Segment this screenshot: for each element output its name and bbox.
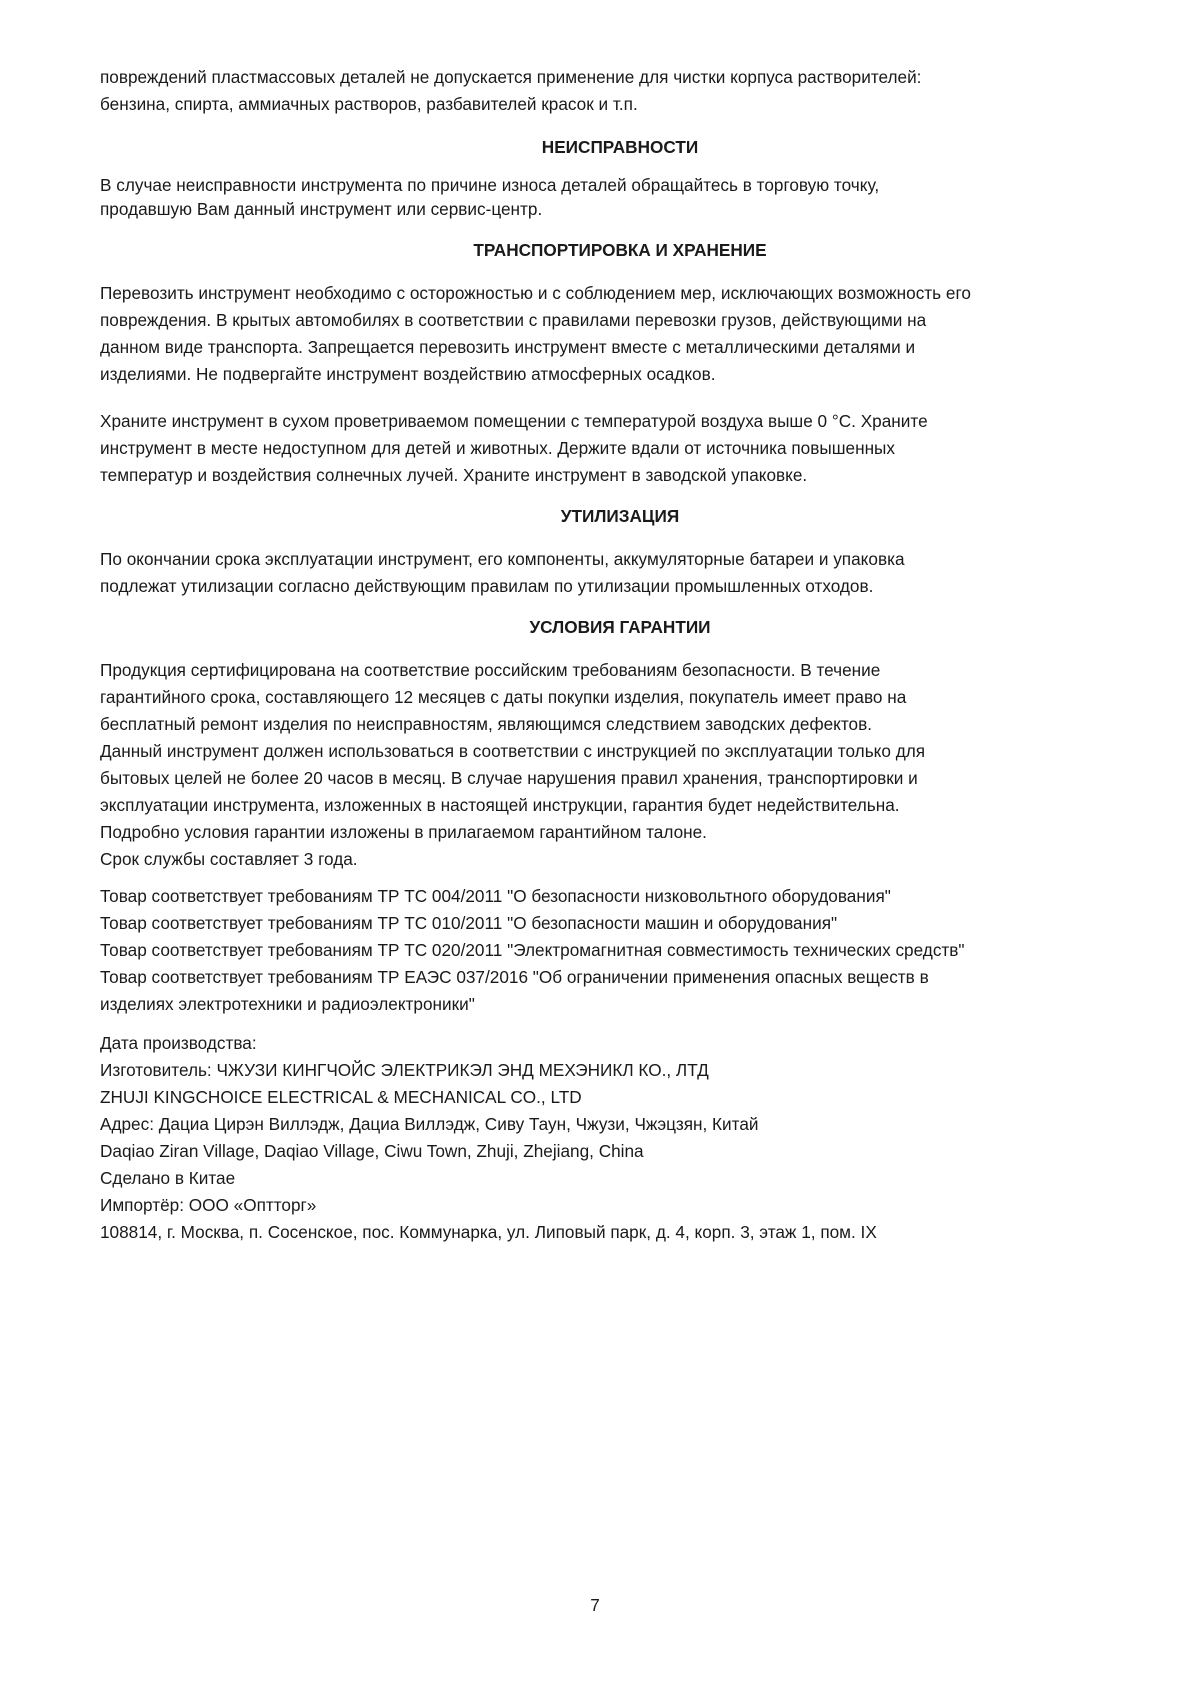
section-heading-transport: ТРАНСПОРТИРОВКА И ХРАНЕНИЕ xyxy=(473,240,767,260)
text-line: повреждений пластмассовых деталей не допускается применение для чистки корпуса растворителей: xyxy=(100,67,922,87)
text-line: эксплуатации инструмента, изложенных в настоящей инструкции, гарантия будет недействительна. xyxy=(100,795,900,815)
text-line: инструмент в месте недоступном для детей и животных. Держите вдали от источника повышенных xyxy=(100,438,896,458)
text-line: бесплатный ремонт изделия по неисправностям, являющимся следствием заводских дефектов. xyxy=(100,714,873,734)
text-line: бензина, спирта, аммиачных растворов, разбавителей красок и т.п. xyxy=(100,94,638,114)
manufacturer-en: ZHUJI KINGCHOICE ELECTRICAL & MECHANICAL CO., LTD xyxy=(100,1087,582,1107)
malfunctions-paragraph xyxy=(100,173,1120,221)
text-line: Срок службы составляет 3 года. xyxy=(100,849,358,869)
text-line: температур и воздействия солнечных лучей. Храните инструмент в заводской упаковке. xyxy=(100,465,808,485)
text-line: изделиями. Не подвергайте инструмент воздействию атмосферных осадков. xyxy=(100,364,716,384)
section-heading-warranty: УСЛОВИЯ ГАРАНТИИ xyxy=(529,617,711,637)
text-line: Подробно условия гарантии изложены в прилагаемом гарантийном талоне. xyxy=(100,822,707,842)
address-en: Daqiao Ziran Village, Daqiao Village, Ciwu Town, Zhuji, Zhejiang, China xyxy=(100,1141,644,1161)
warranty-paragraph xyxy=(100,657,1120,873)
text-line: Данный инструмент должен использоваться в соответствии с инструкцией по эксплуатации только для xyxy=(100,741,926,761)
manufacturer-info xyxy=(100,1030,1120,1246)
intro-paragraph xyxy=(100,64,1120,118)
storage-paragraph xyxy=(100,408,1120,489)
disposal-paragraph xyxy=(100,546,1120,600)
text-line: Товар соответствует требованиям ТР ТС 020/2011 "Электромагнитная совместимость технических средств" xyxy=(100,940,965,960)
importer-address: 108814, г. Москва, п. Сосенское, пос. Коммунарка, ул. Липовый парк, д. 4, корп. 3, этаж 1, пом. IX xyxy=(100,1222,877,1242)
manufacturer-ru: Изготовитель: ЧЖУЗИ КИНГЧОЙС ЭЛЕКТРИКЭЛ ЭНД МЕХЭНИКЛ КО., ЛТД xyxy=(100,1060,709,1080)
transport-paragraph xyxy=(100,280,1120,388)
production-date: Дата производства: xyxy=(100,1033,257,1053)
text-line: Продукция сертифицирована на соответствие российским требованиям безопасности. В течение xyxy=(100,660,881,680)
compliance-paragraph xyxy=(100,883,1120,1018)
text-line: данном виде транспорта. Запрещается перевозить инструмент вместе с металлическими деталями и xyxy=(100,337,916,357)
text-line: В случае неисправности инструмента по причине износа деталей обращайтесь в торговую точку, xyxy=(100,175,880,195)
section-heading-disposal: УТИЛИЗАЦИЯ xyxy=(560,506,680,526)
document-page xyxy=(100,64,1120,1246)
made-in: Сделано в Китае xyxy=(100,1168,236,1188)
importer: Импортёр: ООО «Оптторг» xyxy=(100,1195,317,1215)
page-number: 7 xyxy=(590,1595,600,1615)
section-heading-malfunctions: НЕИСПРАВНОСТИ xyxy=(541,137,699,157)
text-line: Товар соответствует требованиям ТР ТС 004/2011 "О безопасности низковольтного оборудования" xyxy=(100,886,891,906)
text-line: продавшую Вам данный инструмент или сервис-центр. xyxy=(100,199,543,219)
text-line: Перевозить инструмент необходимо с осторожностью и с соблюдением мер, исключающих возможность его xyxy=(100,283,971,303)
text-line: Товар соответствует требованиям ТР ЕАЭС 037/2016 "Об ограничении применения опасных веществ в xyxy=(100,967,929,987)
text-line: подлежат утилизации согласно действующим правилам по утилизации промышленных отходов. xyxy=(100,576,874,596)
text-line: повреждения. В крытых автомобилях в соответствии с правилами перевозки грузов, действующими на xyxy=(100,310,927,330)
text-line: изделиях электротехники и радиоэлектроники" xyxy=(100,994,475,1014)
address-ru: Адрес: Дациа Цирэн Виллэдж, Дациа Виллэдж, Сиву Таун, Чжузи, Чжэцзян, Китай xyxy=(100,1114,759,1134)
text-line: гарантийного срока, составляющего 12 месяцев с даты покупки изделия, покупатель имеет право на xyxy=(100,687,907,707)
text-line: бытовых целей не более 20 часов в месяц. В случае нарушения правил хранения, транспортировки и xyxy=(100,768,918,788)
text-line: По окончании срока эксплуатации инструмент, его компоненты, аккумуляторные батареи и упаковка xyxy=(100,549,905,569)
text-line: Товар соответствует требованиям ТР ТС 010/2011 "О безопасности машин и оборудования" xyxy=(100,913,838,933)
text-line: Храните инструмент в сухом проветриваемом помещении с температурой воздуха выше 0 °С. Храните xyxy=(100,411,928,431)
